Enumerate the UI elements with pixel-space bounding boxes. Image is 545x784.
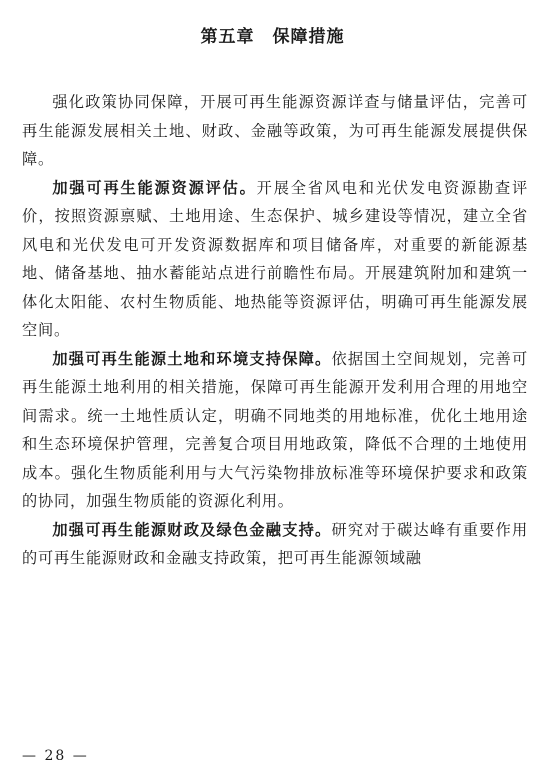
chapter-name: 保障措施 [272,27,345,47]
paragraph-text: 开展全省风电和光伏发电资源勘查评价，按照资源禀赋、土地用途、生态保护、城乡建设等情况，建立全省风电和光伏发电可开发资源数据库和项目储备库，对重要的新能源基地、储备基地、抽水蓄能站点进行前瞻性布局。开展建筑附加和建筑一体化太阳能、农村生物质能、地热能等资源评估，明确可再生能源发展空间。 [22,178,528,339]
page-number: — 28 — [22,748,89,764]
paragraph-heading: 加强可再生能源财政及绿色金融支持。 [52,520,332,539]
paragraph-heading: 加强可再生能源资源评估。 [52,178,257,197]
land-environment-paragraph [22,345,528,516]
body-text [22,88,528,573]
paragraph-text: 研究对于碳达峰有重要作用的可再生能源财政和金融支持政策，把可再生能源领域融 [22,520,528,567]
paragraph-text: 强化政策协同保障，开展可再生能源资源详查与储量评估，完善可再生能源发展相关土地、财政、金融等政策，为可再生能源发展提供保障。 [22,93,528,168]
chapter-number: 第五章 [200,27,255,47]
intro-paragraph [22,88,528,174]
chapter-title [0,22,545,47]
resource-assessment-paragraph [22,174,528,345]
finance-support-paragraph [22,516,528,573]
paragraph-heading: 加强可再生能源土地和环境支持保障。 [52,349,332,368]
paragraph-text: 依据国土空间规划，完善可再生能源土地利用的相关措施，保障可再生能源开发利用合理的用地空间需求。统一土地性质认定，明确不同地类的用地标准，优化土地用途和生态环境保护管理，完善复合项目用地政策，降低不合理的土地使用成本。强化生物质能利用与大气污染物排放标准等环境保护要求和政策的协同，加强生物质能的资源化利用。 [22,349,528,510]
